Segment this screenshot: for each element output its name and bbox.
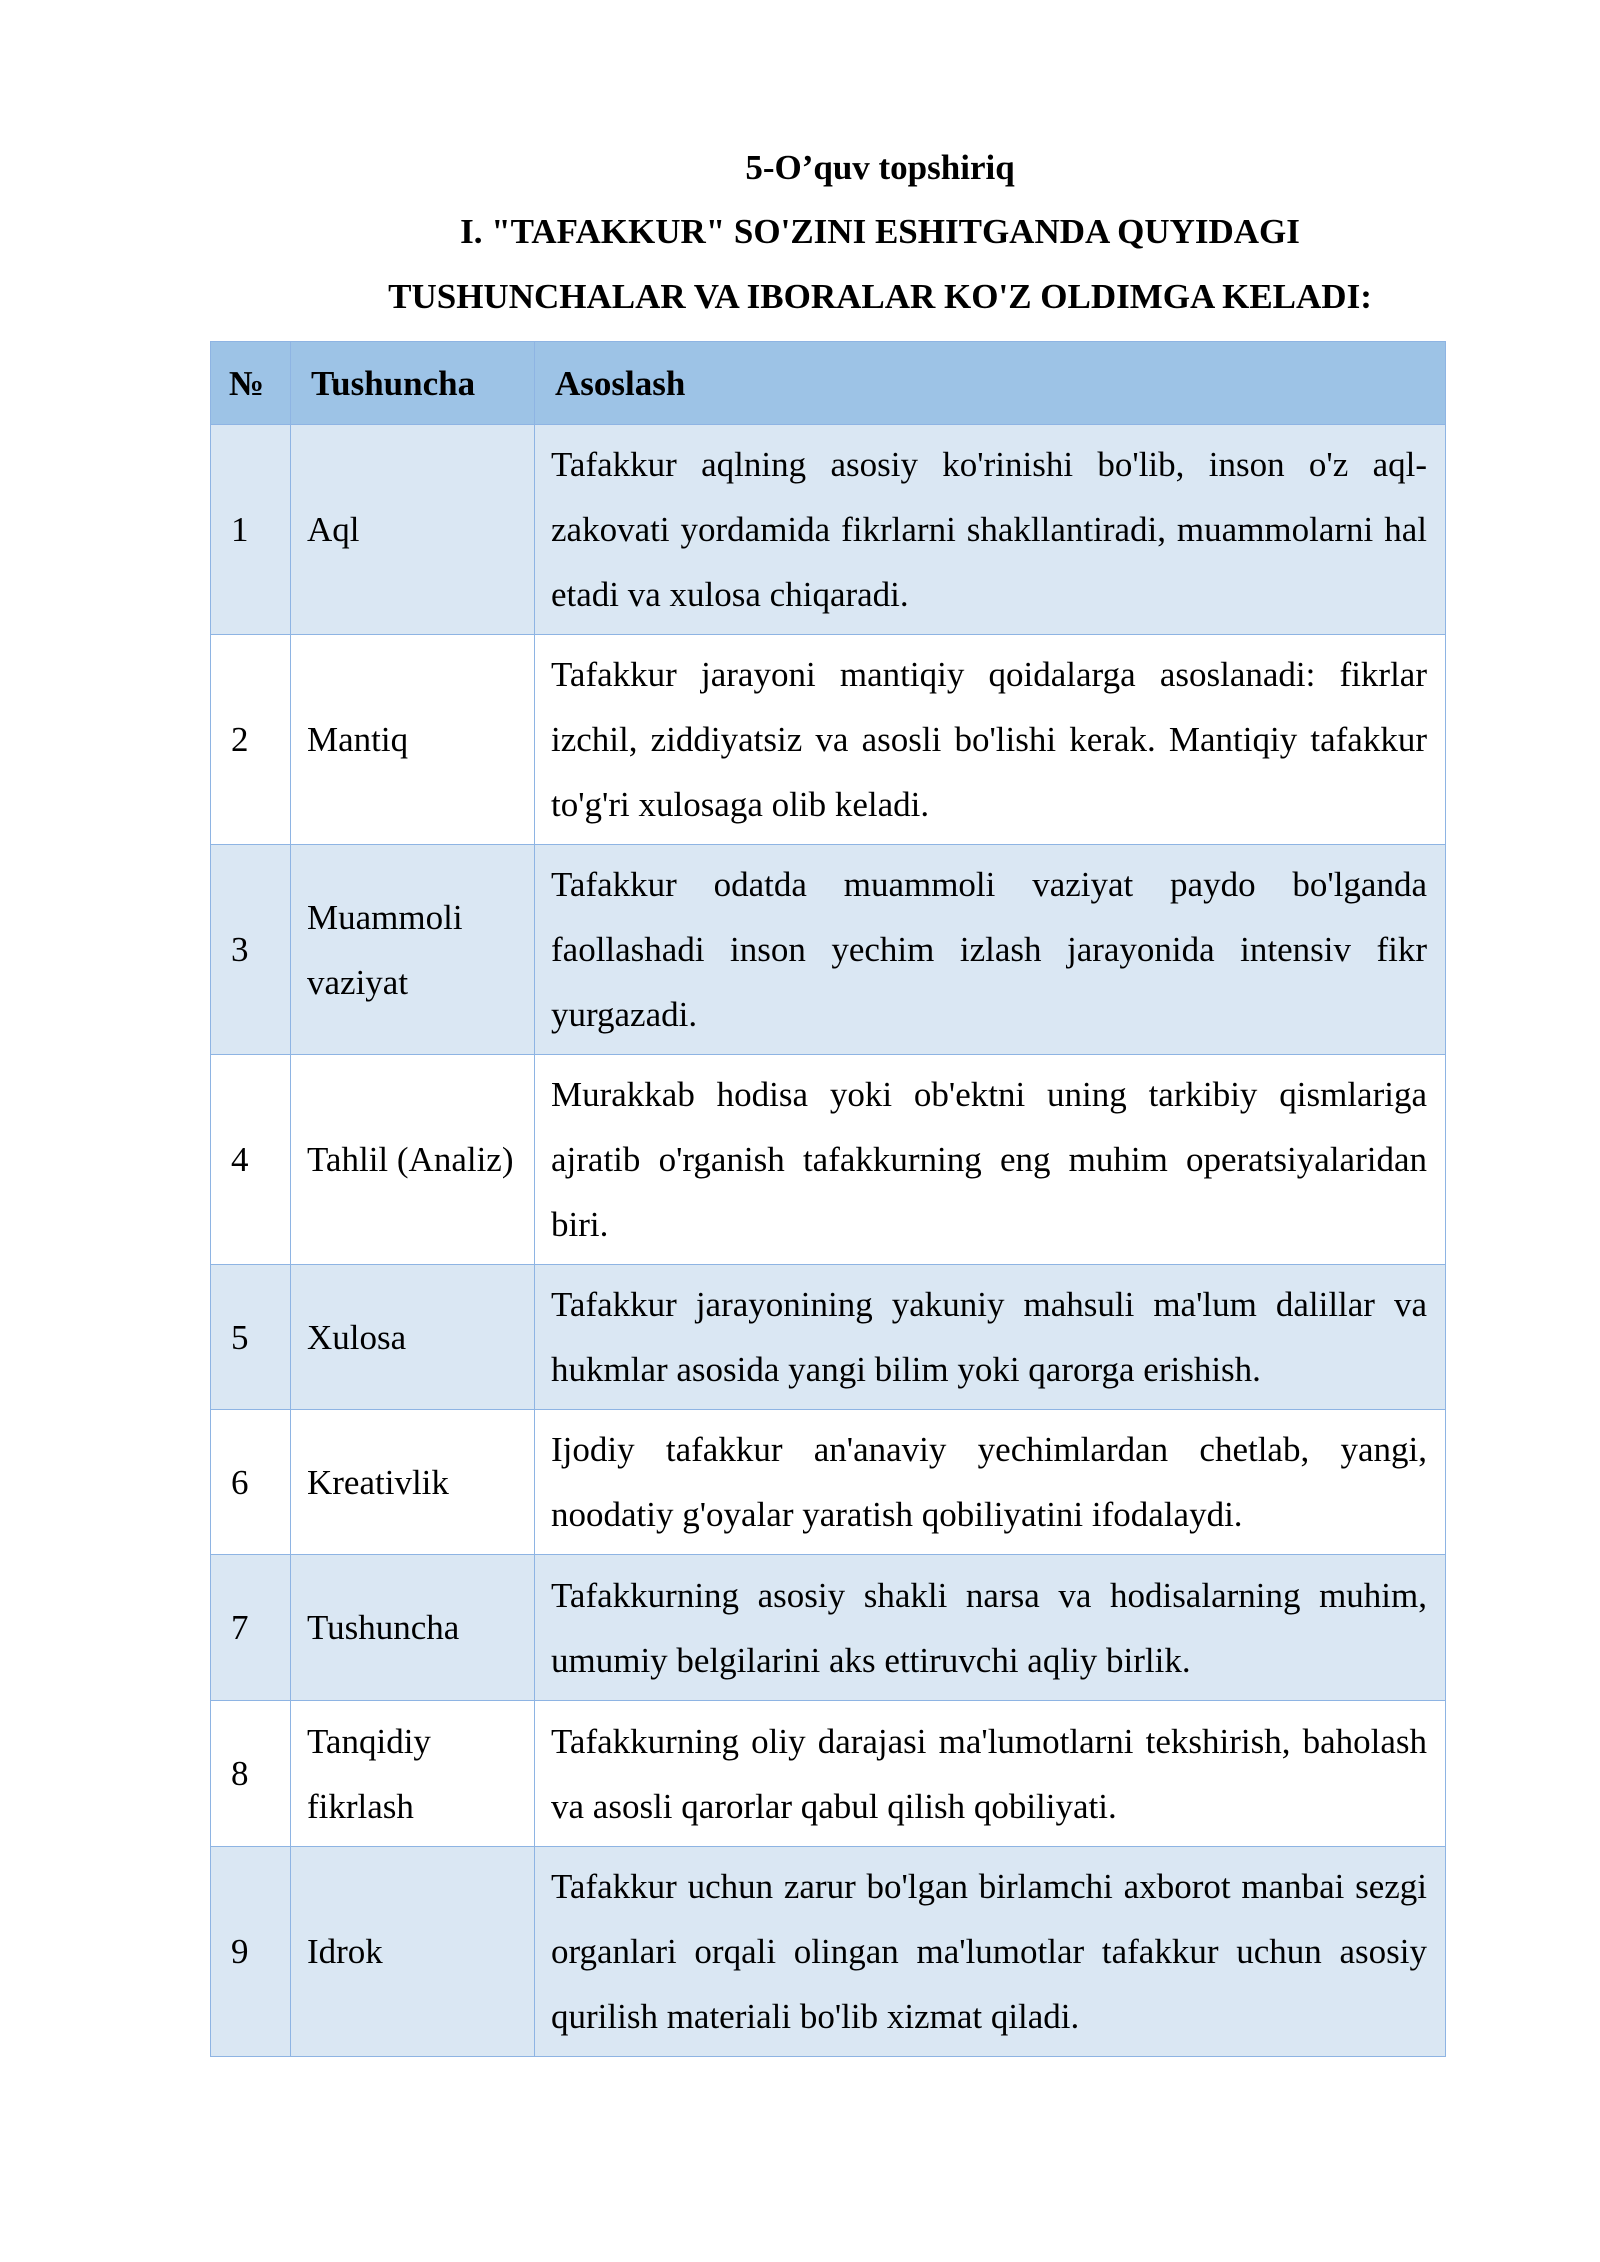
row-justification: Tafakkurning asosiy shakli narsa va hodisalarning muhim, umumiy belgilarini aks ettiruvchi aqliy birlik. (535, 1555, 1446, 1701)
row-justification: Tafakkurning oliy darajasi ma'lumotlarni tekshirish, baholash va asosli qarorlar qabul qilish qobiliyati. (535, 1701, 1446, 1847)
row-number: 8 (211, 1701, 291, 1847)
row-number: 4 (211, 1055, 291, 1265)
table-row (211, 635, 1446, 845)
header-number: № (211, 342, 291, 425)
task-heading: 5-O’quv topshiriq (745, 148, 1015, 187)
row-justification: Ijodiy tafakkur an'anaviy yechimlardan chetlab, yangi, noodatiy g'oyalar yaratish qobiliyatini ifodalaydi. (535, 1410, 1446, 1555)
row-number: 5 (211, 1265, 291, 1410)
table-row (211, 1265, 1446, 1410)
section-title-line-1: I. "TAFAKKUR" SO'ZINI ESHITGANDA QUYIDAGI (460, 212, 1300, 251)
row-justification: Tafakkur jarayoni mantiqiy qoidalarga asoslanadi: fikrlar izchil, ziddiyatsiz va asosli bo'lishi kerak. Mantiqiy tafakkur to'g'ri xulosaga olib keladi. (535, 635, 1446, 845)
table-row (211, 1410, 1446, 1555)
table-row (211, 1055, 1446, 1265)
row-number: 6 (211, 1410, 291, 1555)
row-number: 9 (211, 1847, 291, 2057)
table-header-row (211, 342, 1446, 425)
table-row (211, 845, 1446, 1055)
row-justification: Tafakkur aqlning asosiy ko'rinishi bo'lib, inson o'z aql-zakovati yordamida fikrlarni shakllantiradi, muammolarni hal etadi va xulosa chiqaradi. (535, 425, 1446, 635)
section-title-line-2: TUSHUNCHALAR VA IBORALAR KO'Z OLDIMGA KELADI: (388, 277, 1372, 316)
row-concept: Aql (291, 425, 535, 635)
row-number: 7 (211, 1555, 291, 1701)
header-justification: Asoslash (535, 342, 1446, 425)
row-concept: Kreativlik (291, 1410, 535, 1555)
row-concept: Tahlil (Analiz) (291, 1055, 535, 1265)
row-number: 2 (211, 635, 291, 845)
row-concept: Mantiq (291, 635, 535, 845)
header-concept: Tushuncha (291, 342, 535, 425)
row-justification: Tafakkur odatda muammoli vaziyat paydo bo'lganda faollashadi inson yechim izlash jarayonida intensiv fikr yurgazadi. (535, 845, 1446, 1055)
row-concept: Xulosa (291, 1265, 535, 1410)
table-row (211, 1555, 1446, 1701)
concepts-table (210, 341, 1446, 2057)
row-justification: Tafakkur uchun zarur bo'lgan birlamchi axborot manbai sezgi organlari orqali olingan ma'lumotlar tafakkur uchun asosiy qurilish materiali bo'lib xizmat qiladi. (535, 1847, 1446, 2057)
row-number: 1 (211, 425, 291, 635)
row-concept: Tanqidiy fikrlash (291, 1701, 535, 1847)
table-row (211, 425, 1446, 635)
row-concept: Idrok (291, 1847, 535, 2057)
row-justification: Tafakkur jarayonining yakuniy mahsuli ma'lum dalillar va hukmlar asosida yangi bilim yoki qarorga erishish. (535, 1265, 1446, 1410)
row-concept: Muammoli vaziyat (291, 845, 535, 1055)
row-concept: Tushuncha (291, 1555, 535, 1701)
row-number: 3 (211, 845, 291, 1055)
row-justification: Murakkab hodisa yoki ob'ektni uning tarkibiy qismlariga ajratib o'rganish tafakkurning eng muhim operatsiyalaridan biri. (535, 1055, 1446, 1265)
table-row (211, 1701, 1446, 1847)
table-row (211, 1847, 1446, 2057)
